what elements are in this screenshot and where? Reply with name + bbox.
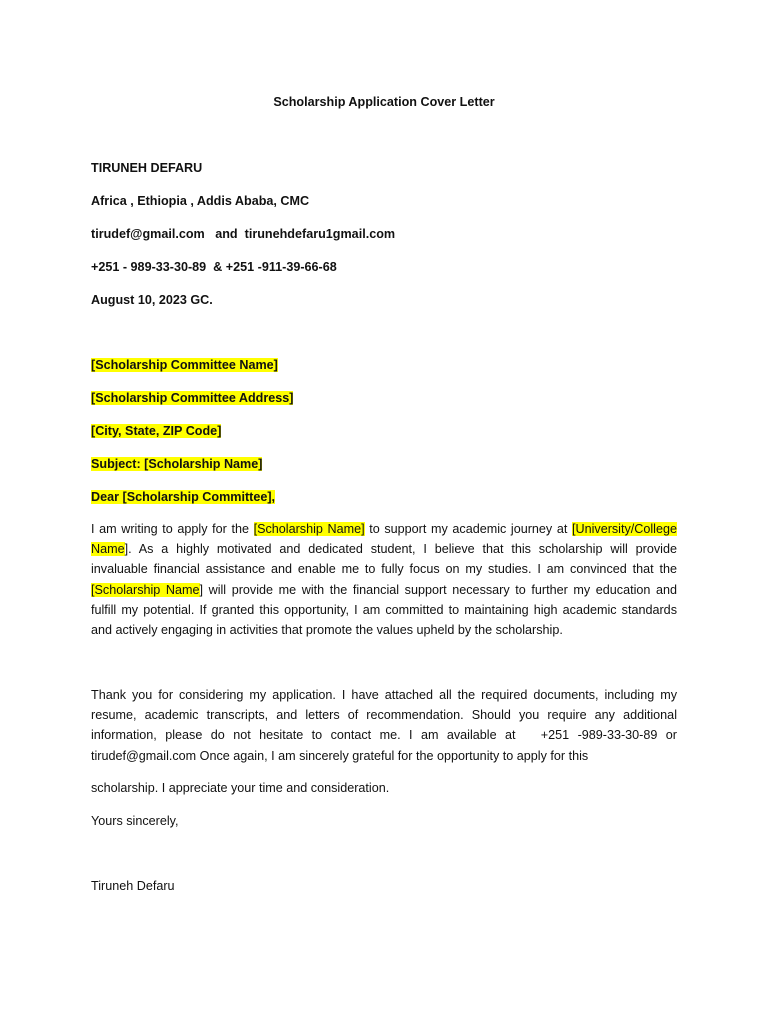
recipient-committee-name: [Scholarship Committee Name]: [91, 358, 278, 372]
p1-highlight-university: [University/College: [572, 522, 677, 536]
p2-line-1: Thank you for considering my application. I have attached all the required documents, including my: [91, 688, 677, 702]
sender-phones: +251 - 989-33-30-89 & +251 -911-39-66-68: [91, 260, 337, 274]
p1-text: ]. As a highly motivated and dedicated student, I believe that this scholarship will provide: [124, 542, 677, 557]
closing: Yours sincerely,: [91, 814, 179, 828]
p1-highlight-scholarship-name-2: [Scholarship Name: [91, 582, 200, 597]
p1-text: to support my academic journey at: [364, 522, 572, 536]
letter-date: August 10, 2023 GC.: [91, 293, 213, 307]
p1-text: ] will provide me with the financial support necessary to further my education and: [199, 582, 677, 597]
p1-line-3: invaluable financial assistance and enable me to fully focus on my studies. I am convinced that the: [91, 562, 677, 577]
document-title: Scholarship Application Cover Letter: [273, 95, 495, 109]
p1-line-5: fulfill my potential. If granted this opportunity, I am committed to maintaining high academic standards: [91, 602, 677, 617]
sender-name: TIRUNEH DEFARU: [91, 161, 203, 175]
p2-line-4: tirudef@gmail.com Once again, I am sincerely grateful for the opportunity to apply for this: [91, 748, 589, 763]
p1-highlight-name: Name: [91, 542, 125, 557]
p1-line-1: [91, 519, 677, 539]
recipient-city-state-zip: [City, State, ZIP Code]: [91, 424, 222, 438]
p1-highlight-scholarship-name: [Scholarship Name]: [253, 522, 365, 536]
salutation: Dear [Scholarship Committee],: [91, 490, 276, 504]
signature: Tiruneh Defaru: [91, 879, 175, 893]
sender-address: Africa , Ethiopia , Addis Ababa, CMC: [91, 194, 310, 208]
body-paragraph-1: [91, 519, 677, 640]
subject-line: Subject: [Scholarship Name]: [91, 457, 263, 471]
p1-line-2: [91, 539, 677, 559]
p1-line-6: and actively engaging in activities that promote the values upheld by the scholarship.: [91, 623, 563, 638]
recipient-committee-address: [Scholarship Committee Address]: [91, 391, 294, 405]
sender-emails: tirudef@gmail.com and tirunehdefaru1gmail.com: [91, 227, 396, 241]
p1-text: I am writing to apply for the: [91, 522, 254, 536]
body-paragraph-2: [91, 685, 677, 766]
p1-line-4: [91, 580, 677, 600]
p2-line-3: information, please do not hesitate to contact me. I am available at +251 -989-33-30-89 or: [91, 728, 677, 743]
p2-line-2: resume, academic transcripts, and letters of recommendation. Should you require any additional: [91, 708, 677, 723]
body-paragraph-3: scholarship. I appreciate your time and consideration.: [91, 781, 390, 795]
